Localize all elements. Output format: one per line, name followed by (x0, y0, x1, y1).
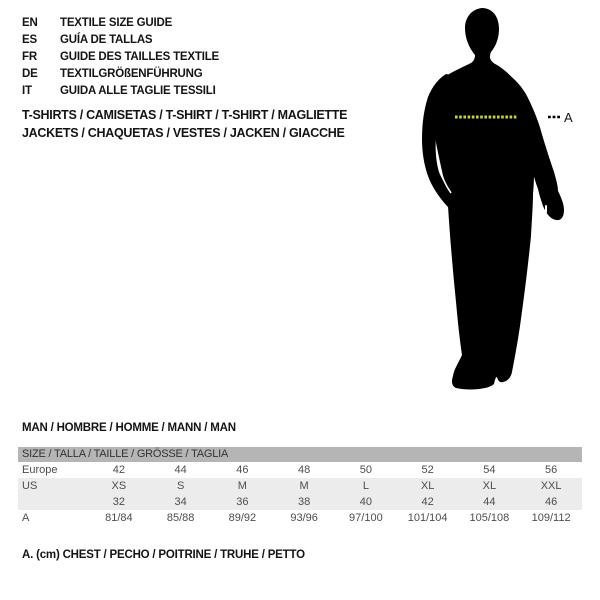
table-cell: 46 (236, 464, 249, 476)
language-row-de (22, 66, 219, 83)
table-cell: 42 (421, 496, 434, 508)
table-cell: 38 (298, 496, 311, 508)
language-label: GUÍA DE TALLAS (60, 34, 153, 46)
table-cell: XS (111, 480, 127, 492)
table-cell: 46 (545, 496, 558, 508)
language-label: TEXTILE SIZE GUIDE (60, 17, 173, 29)
table-cell: 85/88 (166, 512, 195, 524)
size-table-header: SIZE / TALLA / TAILLE / GRÖSSE / TAGLIA (18, 447, 582, 462)
table-row-chest-cm (18, 510, 582, 526)
language-row-fr (22, 49, 219, 66)
table-cell: 36 (236, 496, 249, 508)
table-cell: 34 (174, 496, 187, 508)
table-cell: 50 (359, 464, 372, 476)
category-jackets: JACKETS / CHAQUETAS / VESTES / JACKEN / GIACCHE (22, 125, 345, 140)
row-label: US (22, 480, 38, 492)
table-cell: XL (420, 480, 435, 492)
table-cell: XXL (540, 480, 562, 492)
man-silhouette-svg (390, 0, 600, 400)
table-row-us-numbers (18, 494, 582, 510)
table-cell: 42 (112, 464, 125, 476)
table-cell: 32 (112, 496, 125, 508)
language-code: IT (22, 85, 32, 97)
table-cell: 81/84 (105, 512, 133, 524)
table-cell: L (362, 480, 369, 492)
language-row-it (22, 83, 219, 100)
table-cell: 40 (359, 496, 372, 508)
language-code: FR (22, 51, 37, 63)
language-row-es (22, 32, 219, 49)
man-silhouette-figure (390, 0, 600, 400)
language-label: TEXTILGRÖßENFÜHRUNG (60, 68, 203, 80)
hand-cuff-mark (545, 205, 547, 213)
table-cell: M (237, 480, 247, 492)
language-code: DE (22, 68, 38, 80)
language-row-en (22, 15, 219, 32)
table-cell: 89/92 (228, 512, 257, 524)
table-cell: S (176, 480, 185, 492)
table-cell: 44 (483, 496, 496, 508)
row-label: Europe (22, 464, 58, 476)
table-cell: 54 (483, 464, 496, 476)
table-cell: 93/96 (290, 512, 318, 524)
language-list (22, 15, 219, 100)
section-title-man: MAN / HOMBRE / HOMME / MANN / MAN (22, 422, 236, 434)
chest-measure-label: A (564, 110, 573, 125)
table-cell: 56 (545, 464, 558, 476)
table-cell: 52 (421, 464, 434, 476)
category-tshirts: T-SHIRTS / CAMISETAS / T-SHIRT / T-SHIRT / MAGLIETTE (22, 108, 348, 122)
table-cell: 48 (298, 464, 311, 476)
measurement-footnote: A. (cm) CHEST / PECHO / POITRINE / TRUHE / PETTO (22, 549, 305, 561)
table-cell: 44 (174, 464, 187, 476)
table-cell: 97/100 (349, 512, 383, 524)
table-cell: XL (482, 480, 497, 492)
language-label: GUIDA ALLE TAGLIE TESSILI (60, 85, 216, 97)
table-cell: M (299, 480, 309, 492)
size-table (18, 447, 582, 526)
row-label (18, 494, 88, 510)
language-code: EN (22, 17, 38, 29)
table-cell: 109/112 (531, 512, 571, 524)
table-row-us-letters (18, 478, 582, 494)
row-label: A (22, 512, 30, 524)
table-cell: 101/104 (407, 512, 448, 524)
language-code: ES (22, 34, 37, 46)
language-label: GUIDE DES TAILLES TEXTILE (60, 51, 219, 63)
garment-categories (22, 107, 347, 142)
table-row-europe (18, 462, 582, 478)
table-cell: 105/108 (469, 512, 510, 524)
